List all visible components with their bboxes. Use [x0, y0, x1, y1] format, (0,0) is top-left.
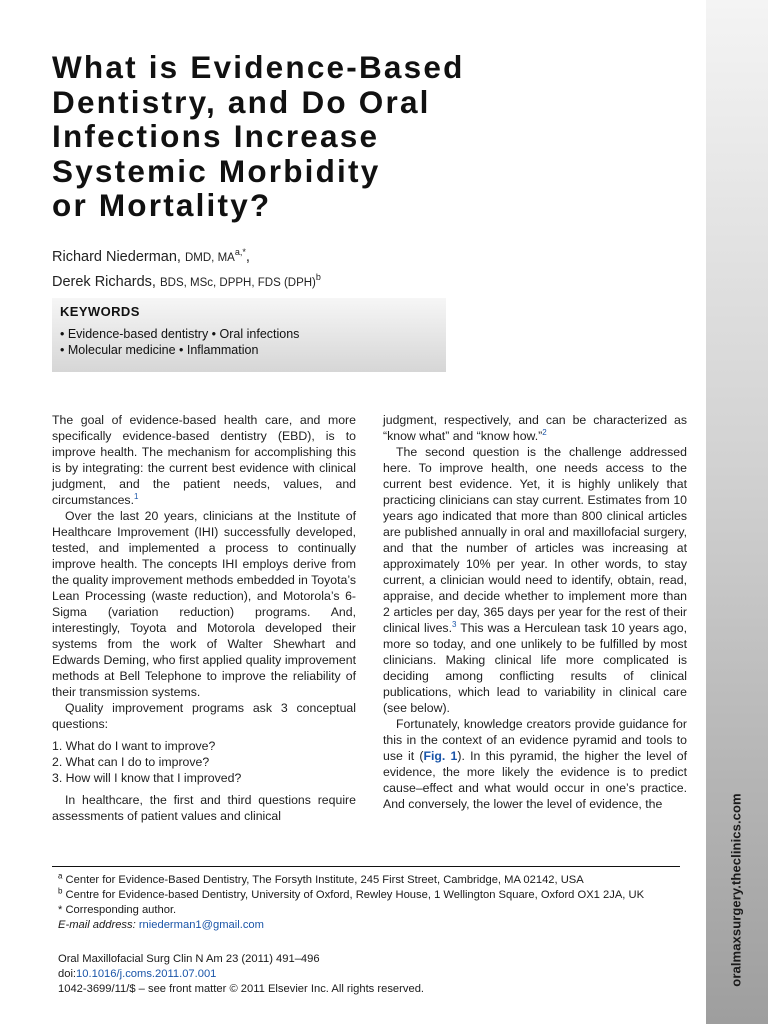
paragraph-text: Fortunately, knowledge creators provide guidance for this in the context of an evidence pyramid and tools to use it (: [383, 717, 687, 763]
copyright-line: 1042-3699/11/$ – see front matter © 2011 Elsevier Inc. All rights reserved.: [58, 983, 425, 995]
body-column-left: [52, 412, 356, 824]
title-line-2: Dentistry, and Do Oral: [52, 83, 431, 120]
author-degrees: BDS, MSc, DPPH, FDS (DPH): [159, 276, 316, 289]
keywords-line-1: • Evidence-based dentistry • Oral infections: [60, 327, 300, 341]
footnote-mark: a: [58, 871, 63, 881]
title-line-5: or Mortality?: [52, 187, 272, 223]
paragraph: [383, 444, 687, 716]
author-affiliation-mark: a,*: [234, 247, 246, 257]
paragraph: In healthcare, the first and third questions require assessments of patient values and clinical: [52, 793, 356, 823]
body-column-right: [383, 412, 687, 812]
paragraph: [52, 412, 356, 508]
reference-mark[interactable]: 3: [452, 619, 457, 629]
author-niederman: [52, 243, 321, 268]
author-name: Derek Richards,: [52, 273, 160, 290]
keywords-line-2: • Molecular medicine • Inflammation: [60, 343, 259, 357]
footnote-affiliation-a: [58, 873, 683, 888]
footnote-divider: [52, 866, 680, 867]
footnote-text: Center for Evidence-Based Dentistry, The Forsyth Institute, 245 First Street, Cambridge, MA 02142, USA: [62, 874, 584, 886]
list-item: 1. What do I want to improve?: [52, 739, 216, 753]
reference-mark[interactable]: 2: [542, 427, 547, 437]
title-line-3: Infections Increase: [52, 118, 380, 154]
journal-citation: Oral Maxillofacial Surg Clin N Am 23 (2011) 491–496: [58, 953, 320, 965]
paragraph: Over the last 20 years, clinicians at the Institute of Healthcare Improvement (IHI) successfully developed, tested, and implemented a process to continually improve health. The concepts IHI employs derive from the quality improvement methods embedded in Toyota’s Lean Processing (waste reduction), and Motorola’s 6-Sigma (variation reduction) programs. And, interestingly, Toyota and Motorola developed their systems from the work of Walter Shewhart and Edwards Deming, who first applied quality improvement methods at Bell Telephone to improve the reliability of their transmission systems.: [52, 509, 356, 699]
footnote-corresponding: * Corresponding author.: [58, 904, 177, 916]
doi-line: [58, 967, 424, 982]
list-item: 2. What can I do to improve?: [52, 755, 210, 769]
article-title: [52, 50, 672, 223]
paragraph-text: The goal of evidence-based health care, and more specifically evidence-based dentistry (EBD), is to improve health. The mechanism for accomplishing this is by integrating: the current best evidence with clinical judgment, and the patient needs, values, and circumstances.: [52, 413, 356, 507]
list-item: 3. How will I know that I improved?: [52, 771, 242, 785]
keywords-box: [52, 298, 446, 372]
author-list: [52, 243, 321, 293]
author-degrees: DMD, MA: [184, 251, 235, 264]
title-line-1: What is Evidence-Based: [52, 49, 465, 85]
paragraph-text: This was a Herculean task 10 years ago, more so today, and one unlikely to be fulfilled by most clinicians. Making clinical life more complicated is deciding among conflicting results of clinical publications, which lead to variability in clinical care (see below).: [383, 621, 687, 715]
footnote-email: [58, 918, 683, 933]
paragraph-text: The second question is the challenge addressed here. To improve health, one needs access to the current best evidence. Yet, it is highly unlikely that practicing clinicians can stay current. Estimates from 10 years ago indicated that more than 800 clinical articles are published annually in oral and maxillofacial surgery, and that the number of articles was increasing at approximately 10% per year. In other words, to stay current, a clinician would need to identify, obtain, read, appraise, and decide whether to implement more than 2 articles per day, 365 days per year for the rest of their clinical lives.: [383, 445, 687, 635]
author-separator: ,: [245, 248, 250, 265]
reference-mark[interactable]: 1: [134, 491, 139, 501]
figure-reference-link[interactable]: Fig. 1: [423, 749, 458, 763]
citation-block: [58, 952, 424, 997]
paragraph-text: judgment, respectively, and can be characterized as “know what” and “know how.”: [383, 413, 687, 443]
paragraph: [383, 412, 687, 444]
email-label: E-mail address:: [58, 919, 136, 931]
doi-link[interactable]: 10.1016/j.coms.2011.07.001: [76, 968, 217, 980]
footnote-mark: b: [58, 886, 63, 896]
author-affiliation-mark: b: [315, 271, 321, 282]
footnote-text: Centre for Evidence-based Dentistry, University of Oxford, Rewley House, 1 Wellington Square, Oxford OX1 2JA, UK: [62, 889, 645, 901]
sidebar-url[interactable]: oralmaxsurgery.theclinics.com: [728, 793, 744, 987]
paragraph-text: ). In this pyramid, the higher the level of evidence, the more likely the evidence is to predict cause–effect and what would occur in one’s practice. And conversely, the lower the level of evidence, the: [383, 749, 687, 811]
keywords-heading: KEYWORDS: [60, 304, 140, 319]
footnotes: [58, 873, 683, 933]
footnote-affiliation-b: [58, 888, 683, 903]
title-line-4: Systemic Morbidity: [52, 152, 381, 189]
email-link[interactable]: rniederman1@gmail.com: [138, 919, 264, 931]
paragraph: Quality improvement programs ask 3 conceptual questions:: [52, 701, 356, 731]
author-richards: [52, 268, 321, 293]
doi-label: doi:: [58, 968, 77, 980]
question-list: [52, 738, 356, 786]
paragraph: [383, 716, 687, 812]
author-name: Richard Niederman,: [52, 248, 185, 265]
